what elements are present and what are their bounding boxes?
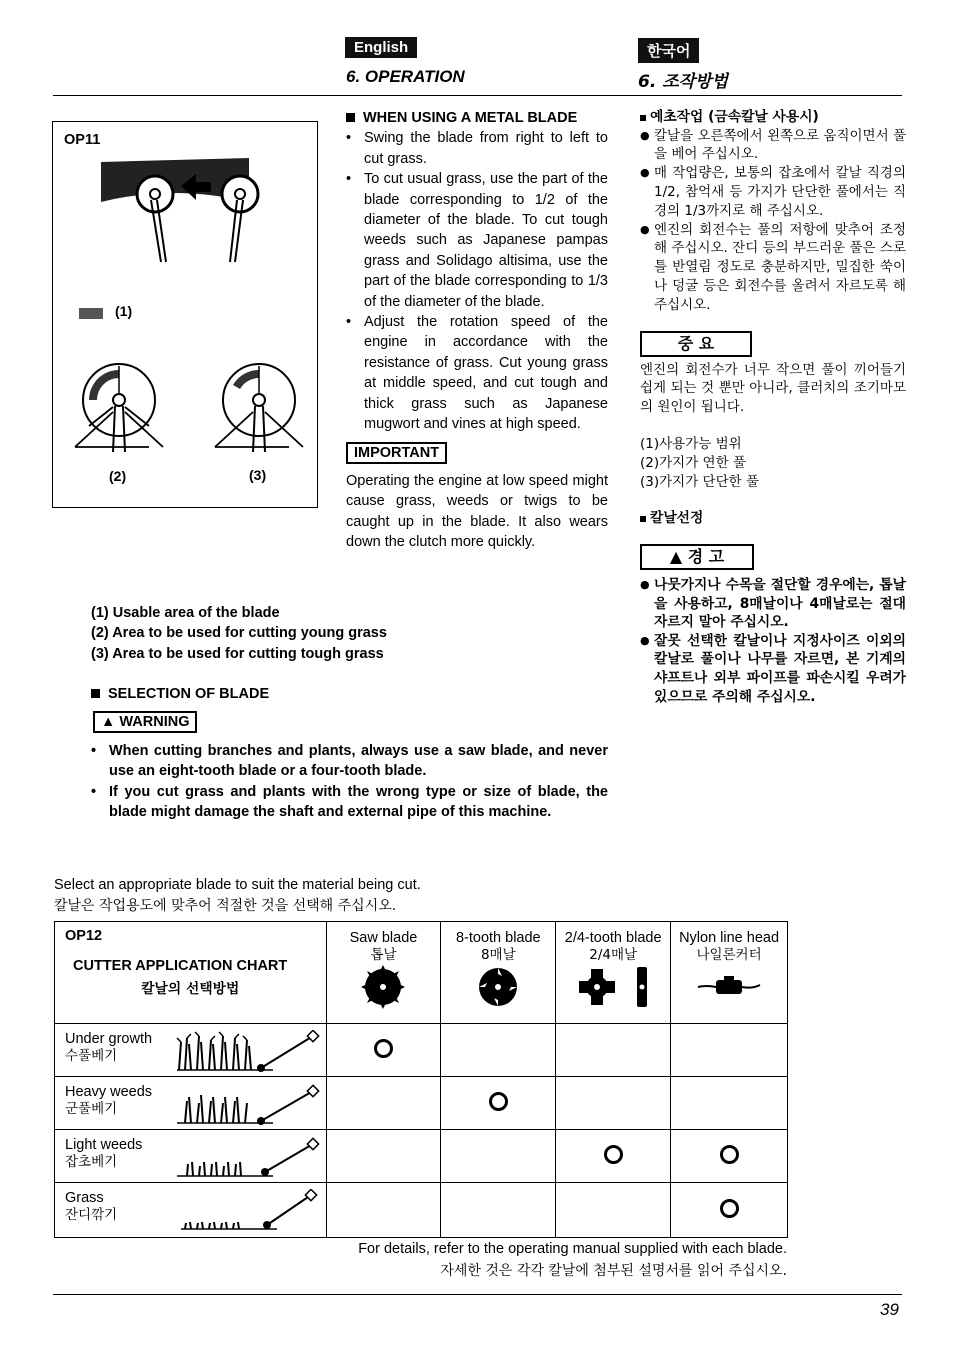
cell-mark	[671, 1077, 788, 1130]
label-3: (3)	[249, 467, 267, 483]
ko-important-text: 엔진의 회전수가 너무 작으면 풀이 끼어들기 쉽게 되는 것 뿐만 아니라, 클러치의 조기마모의 원인이 됩니다.	[640, 361, 906, 416]
ko-bullet: ● 매 작업량은, 보통의 잡초에서 칼날 직경의 1/2, 참억새 등 가지가 단단한 풀에서는 직경의 1/3까지로 해 주십시오.	[640, 164, 906, 220]
ko-bullet: ● 칼날을 오른쪽에서 왼쪽으로 움직이면서 풀을 베어 주십시오.	[640, 127, 906, 165]
warning-triangle-icon: ▲	[669, 546, 683, 566]
suitable-mark-icon	[720, 1199, 739, 1218]
row-label: Under growth	[65, 1031, 153, 1047]
section-title-ko: 6. 조작방법	[638, 72, 728, 92]
cutter-application-chart	[54, 921, 788, 1238]
column-label: Saw blade	[349, 930, 418, 946]
column-8-tooth	[441, 922, 556, 1024]
metal-blade-section	[346, 108, 608, 553]
eight-tooth-blade-icon	[476, 965, 520, 1009]
metal-blade-bullet: • To cut usual grass, use the part of the blade corresponding to 1/2 of the diameter of the blade. To cut tough weeds such as Japanese pampas grass and Solidago altisima, use the part of the blade corresponding to 1/3 of the diameter of the blade.	[346, 169, 608, 312]
column-label: 2/4-tooth blade	[564, 930, 662, 946]
suitable-mark-icon	[720, 1145, 739, 1164]
footer-note-ko: 자세한 것은 각각 칼날에 첨부된 설명서를 읽어 주십시오.	[440, 1263, 787, 1279]
legend-marker-1: (1)	[115, 303, 133, 319]
row-light-weeds	[55, 1130, 327, 1183]
label-2: (2)	[109, 468, 127, 484]
grass-icon	[173, 1189, 321, 1231]
suitable-mark-icon	[489, 1092, 508, 1111]
english-tab: English	[345, 37, 417, 58]
metal-blade-bullet: • Swing the blade from right to left to cut grass.	[346, 128, 608, 169]
column-label-ko: 2/4매날	[589, 947, 638, 963]
selection-section	[91, 684, 608, 822]
ko-warning-item: ● 나뭇가지나 수목을 절단할 경우에는, 톱날을 사용하고, 8매날이나 4매날로는 절대 자르지 말아 주십시오.	[640, 576, 906, 632]
row-label: Grass	[65, 1190, 104, 1206]
column-4-tooth	[556, 922, 671, 1024]
section-title-en: 6. OPERATION	[346, 67, 465, 86]
korean-tab: 한국어	[638, 38, 699, 63]
figure-label: OP11	[64, 132, 101, 148]
cell-mark	[556, 1024, 671, 1077]
cell-mark	[326, 1130, 441, 1183]
suitable-mark-icon	[604, 1145, 623, 1164]
row-label-ko: 수풀베기	[65, 1048, 118, 1064]
column-label-ko: 톱날	[370, 947, 397, 963]
chart-intro-ko: 칼날은 작업용도에 맞추어 적절한 것을 선택해 주십시오.	[54, 898, 397, 914]
korean-column	[640, 108, 906, 706]
cell-mark	[326, 1183, 441, 1238]
row-grass	[55, 1183, 327, 1238]
row-label-ko: 잡초베기	[65, 1154, 118, 1170]
metal-blade-bullet: • Adjust the rotation speed of the engine in accordance with the resistance of grass. Cut young grass at middle speed, and cut tough and thick grass such as Japanese mugwort and vines at high speed.	[346, 312, 608, 434]
suitable-mark-icon	[374, 1039, 393, 1058]
row-under-growth	[55, 1024, 327, 1077]
figure-op11	[52, 121, 318, 508]
cell-mark	[556, 1077, 671, 1130]
ko-legend-item: (1)사용가능 범위	[640, 435, 742, 452]
warning-label: ▲ WARNING	[93, 711, 197, 733]
ko-bullet: ● 엔진의 회전수는 풀의 저항에 맞추어 조정해 주십시오. 잔디 등의 부드러운 풀은 스로틀 반열림 정도로 충분하지만, 밀집한 쑥이나 덩굴 등은 회전수를 올려서 자르도록 해 주십시오.	[640, 221, 906, 315]
legend-item: (2) Area to be used for cutting young grass	[91, 625, 387, 642]
important-text: Operating the engine at low speed might cause grass, weeds or twigs to be caught up in the blade. It also wears down the clutch more quickly.	[346, 472, 608, 551]
cell-mark	[441, 1183, 556, 1238]
ko-legend-item: (3)가지가 단단한 풀	[640, 473, 759, 490]
metal-blade-heading: WHEN USING A METAL BLADE	[346, 108, 608, 128]
warning-item: • When cutting branches and plants, always use a saw blade, and never use an eight-tooth blade or a four-tooth blade.	[91, 741, 608, 782]
chart-title-ko: 칼날의 선택방법	[141, 981, 240, 997]
row-label: Light weeds	[65, 1137, 143, 1153]
cell-mark	[441, 1130, 556, 1183]
blade-swing-illustration	[53, 122, 317, 507]
heavy-weeds-icon	[173, 1083, 321, 1125]
cell-mark	[556, 1130, 671, 1183]
chart-label: OP12	[65, 928, 103, 944]
cell-mark	[326, 1077, 441, 1130]
footer-rule	[53, 1294, 902, 1295]
chart-title-en: CUTTER APPLICATION CHART	[73, 958, 288, 974]
legend-item: (1) Usable area of the blade	[91, 605, 280, 621]
chart-intro-en: Select an appropriate blade to suit the material being cut.	[54, 877, 421, 893]
cell-mark	[441, 1077, 556, 1130]
important-label: IMPORTANT	[346, 442, 447, 464]
column-label: 8-tooth blade	[455, 930, 541, 946]
light-weeds-icon	[173, 1136, 321, 1178]
ko-legend-item: (2)가지가 연한 풀	[640, 454, 746, 471]
column-saw-blade	[326, 922, 441, 1024]
row-heavy-weeds	[55, 1077, 327, 1130]
cell-mark	[671, 1130, 788, 1183]
ko-warning-label: ▲ 경 고	[640, 544, 754, 570]
op11-legend	[91, 603, 387, 664]
warning-item: • If you cut grass and plants with the wrong type or size of blade, the blade might damage the shaft and external pipe of this machine.	[91, 782, 608, 823]
column-label: Nylon line head	[679, 930, 780, 946]
ko-metal-heading: 예초작업 (금속칼날 사용시)	[640, 108, 906, 127]
nylon-line-head-icon	[694, 965, 764, 1009]
legend-item: (3) Area to be used for cutting tough grass	[91, 645, 384, 662]
saw-blade-icon	[361, 965, 405, 1009]
cell-mark	[556, 1183, 671, 1238]
ko-warning-item: ● 잘못 선택한 칼날이나 지정사이즈 이외의 칼날로 풀이나 나무를 자르면, 본 기계의 샤프트나 외부 파이프를 파손시킬 우려가 있으므로 주의해 주십시오.	[640, 632, 906, 706]
column-label-ko: 8매날	[480, 947, 516, 963]
footer-note-en: For details, refer to the operating manual supplied with each blade.	[358, 1241, 787, 1257]
page-number: 39	[880, 1300, 899, 1319]
column-nylon-head	[671, 922, 788, 1024]
cell-mark	[671, 1024, 788, 1077]
four-tooth-blade-icon	[573, 965, 653, 1009]
cell-mark	[441, 1024, 556, 1077]
header-rule	[53, 95, 902, 96]
cell-mark	[326, 1024, 441, 1077]
selection-heading: SELECTION OF BLADE	[91, 684, 608, 704]
cell-mark	[671, 1183, 788, 1238]
column-label-ko: 나일론커터	[696, 947, 762, 963]
row-label-ko: 군풀베기	[65, 1101, 118, 1117]
warning-triangle-icon: ▲	[101, 714, 116, 731]
ko-selection-heading: 칼날선정	[640, 509, 906, 528]
ko-important-label: 중 요	[640, 331, 752, 357]
under-growth-icon	[173, 1030, 321, 1072]
row-label-ko: 잔디깎기	[65, 1207, 118, 1223]
chart-title-cell	[55, 922, 327, 1024]
row-label: Heavy weeds	[65, 1084, 153, 1100]
